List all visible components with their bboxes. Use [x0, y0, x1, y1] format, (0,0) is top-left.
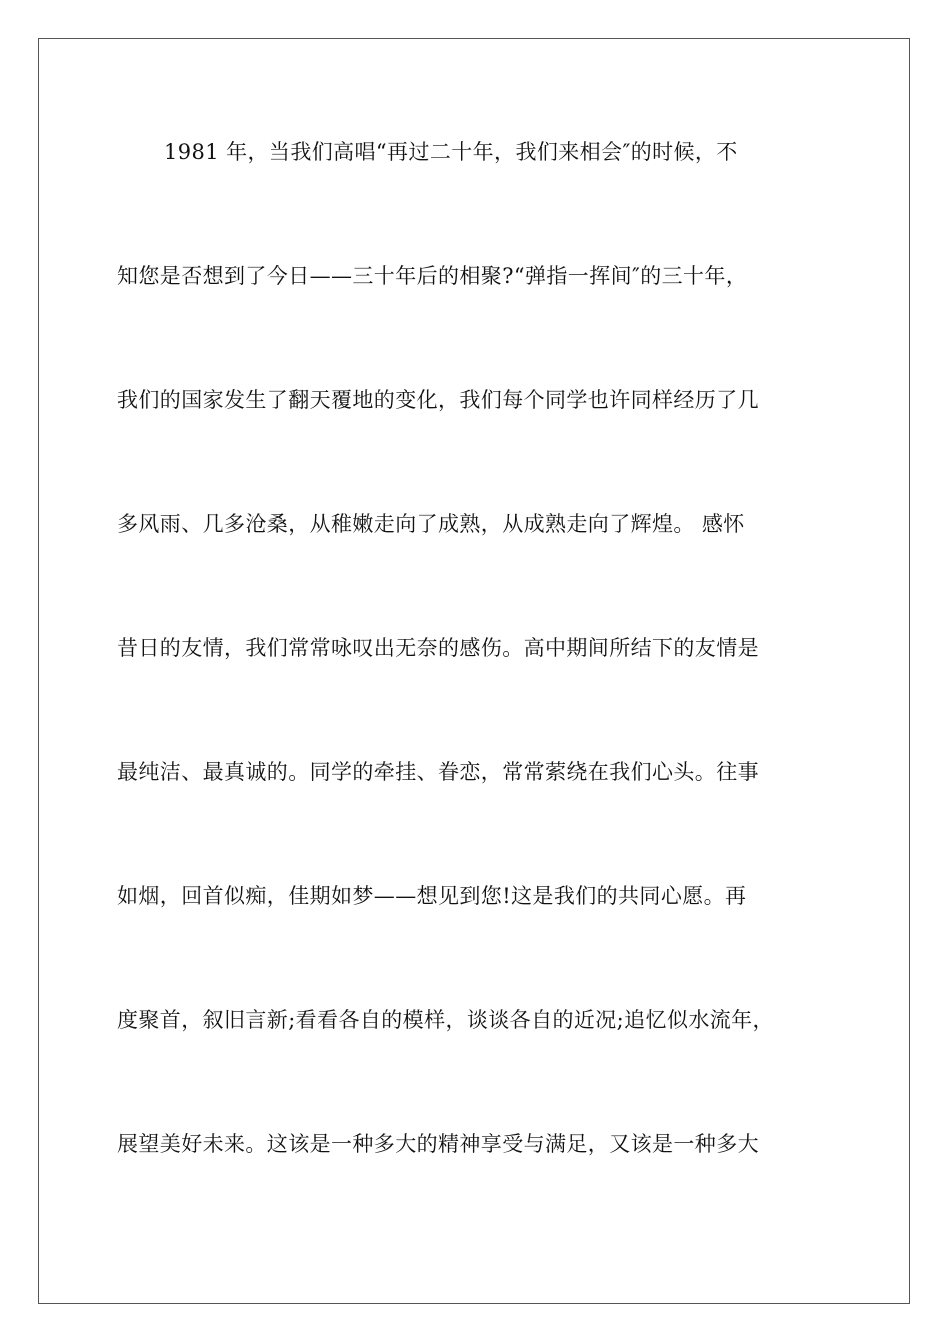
paragraph-line-2: 知您是否想到了今日——三十年后的相聚?“弹指一挥间″的三十年，: [117, 264, 748, 288]
paragraph-line-9: 展望美好未来。这该是一种多大的精神享受与满足，又该是一种多大: [117, 1132, 759, 1156]
paragraph-line-3: 我们的国家发生了翻天覆地的变化，我们每个同学也许同样经历了几: [117, 388, 759, 412]
paragraph-line-1: 1981 年，当我们高唱“再过二十年，我们来相会″的时候，不: [164, 140, 738, 164]
paragraph-line-5: 昔日的友情，我们常常咏叹出无奈的感伤。高中期间所结下的友情是: [117, 636, 759, 660]
paragraph-line-7: 如烟，回首似痴，佳期如梦——想见到您!这是我们的共同心愿。再: [117, 884, 747, 908]
paragraph-line-8: 度聚首，叙旧言新;看看各自的模样，谈谈各自的近况;追忆似水流年，: [117, 1008, 774, 1032]
page-border: [38, 38, 910, 1304]
paragraph-line-4: 多风雨、几多沧桑，从稚嫩走向了成熟，从成熟走向了辉煌。 感怀: [117, 512, 745, 536]
paragraph-line-6: 最纯洁、最真诚的。同学的牵挂、眷恋，常常萦绕在我们心头。往事: [117, 760, 759, 784]
